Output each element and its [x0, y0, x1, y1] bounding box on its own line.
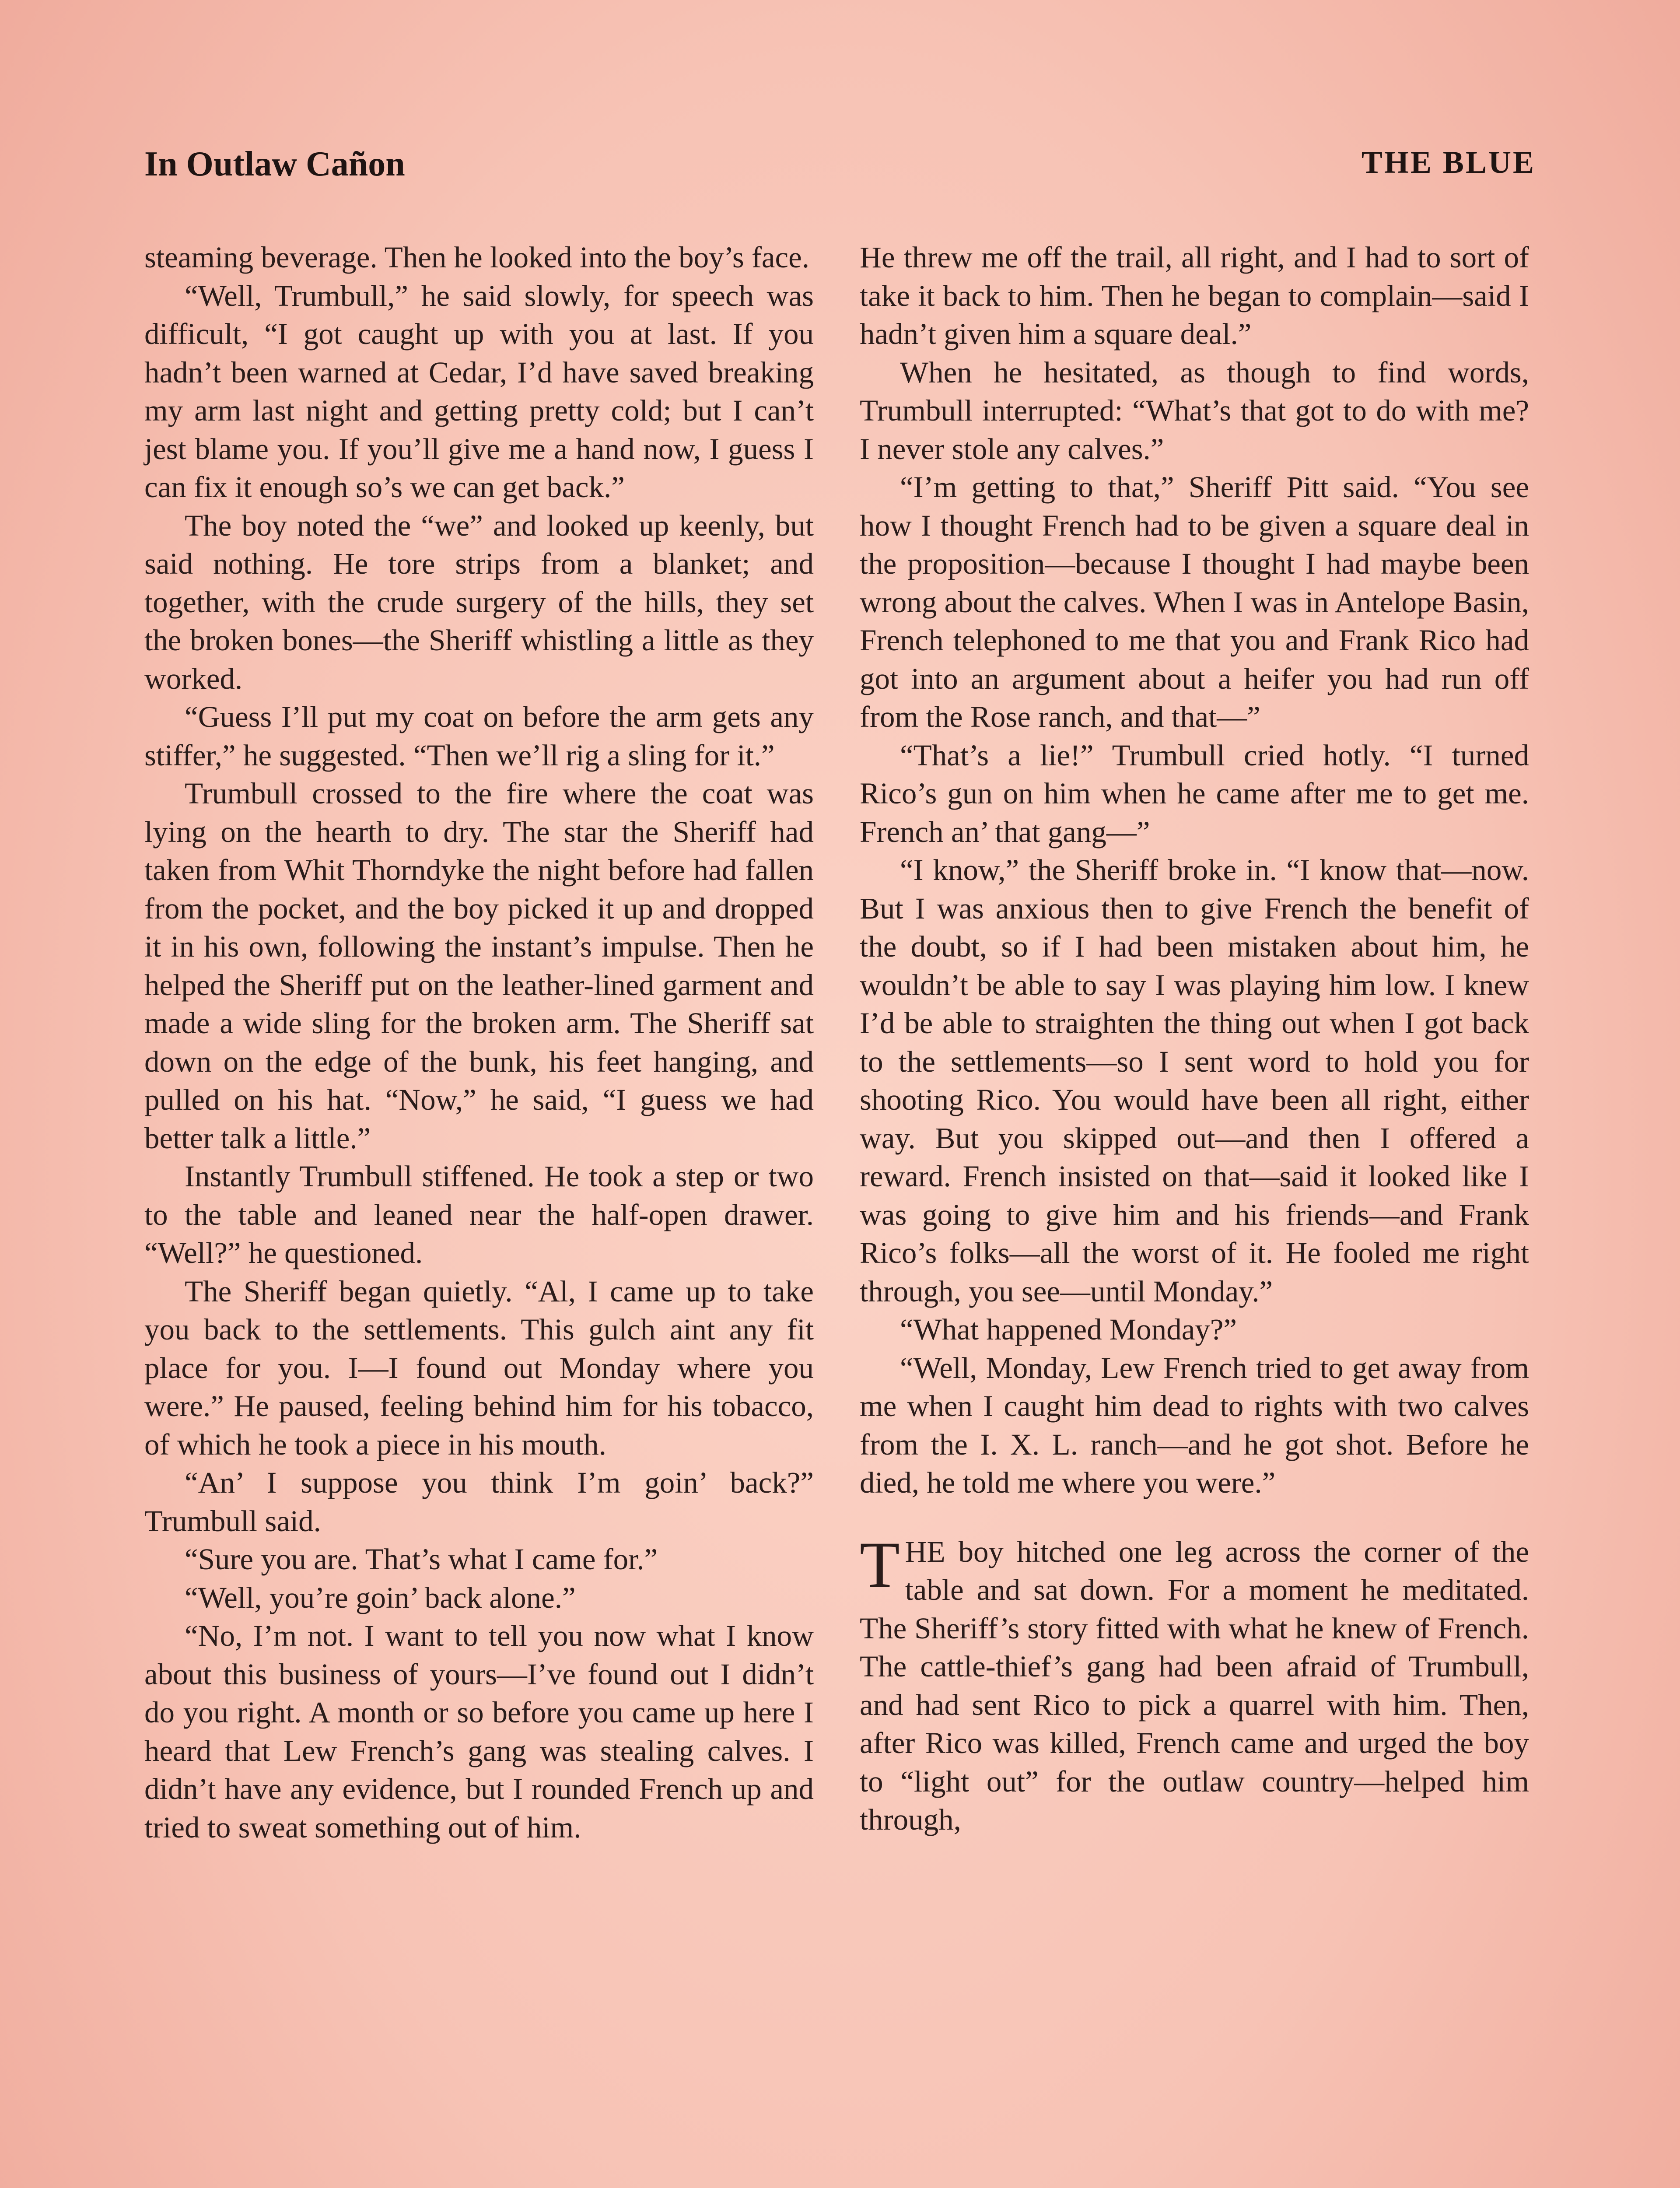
paragraph: “Sure you are. That’s what I came for.” [185, 1543, 658, 1576]
paragraph: Instantly Trumbull stiffened. He took a step or two to the table and leaned near the half-open drawer. “Well?” he questioned. [144, 1160, 814, 1269]
paragraph: The Sheriff began quietly. “Al, I came up to take you back to the settlements. This gulch aint any fit place for you. I—I found out Monday where you were.” He paused, feeling behind him for his tobacco, of which he took a piece in his mouth. [144, 1274, 814, 1461]
paragraph: “I know,” the Sheriff broke in. “I know that—now. But I was anxious then to give French the benefit of the doubt, so if I had been mistaken about him, he wouldn’t be able to say I was playing him low. I knew I’d be able to straighten the thing out when I got back to the settlements—so I sent word to hold you for shooting Rico. You would have been all right, either way. But you skipped out—and then I offered a reward. French insisted on that—said it looked like I was going to give him and his friends—and Frank Rico’s folks—all the worst of it. He fooled me right through, you see—until Monday.” [860, 853, 1529, 1308]
paragraph: “Well, Monday, Lew French tried to get away from me when I caught him dead to rights with two calves from the I. X. L. ranch—and he got shot. Before he died, he told me where you were.” [860, 1351, 1529, 1499]
left-column [144, 238, 814, 1847]
paragraph: “An’ I suppose you think I’m goin’ back?” Trumbull said. [144, 1466, 814, 1538]
section-break-paragraph [860, 1528, 1529, 1839]
paragraph: The boy noted the “we” and looked up keenly, but said nothing. He tore strips from a blanket; and together, with the crude surgery of the hills, they set the broken bones—the Sheriff whistling a little as they worked. [144, 508, 814, 695]
section-break-text: HE boy hitched one leg across the corner of the table and sat down. For a moment he meditated. The Sheriff’s story fitted with what he knew of French. The cattle-thief’s gang had been afraid of Trumbull, and had sent Rico to pick a quarrel with him. Then, after Rico was killed, French came and urged the boy to “light out” for the outlaw country—helped him through, [860, 1535, 1529, 1836]
paragraph: steaming beverage. Then he looked into the boy’s face. [144, 241, 810, 274]
running-title: In Outlaw Cañon [144, 145, 405, 183]
running-header [144, 144, 1536, 206]
paragraph: When he hesitated, as though to find words, Trumbull interrupted: “What’s that got to do with me? I never stole any calves.” [860, 355, 1529, 466]
paragraph: “That’s a lie!” Trumbull cried hotly. “I turned Rico’s gun on him when he came after me to get me. French an’ that gang—” [860, 738, 1529, 849]
paragraph: “No, I’m not. I want to tell you now what I know about this business of yours—I’ve found out I didn’t do you right. A month or so before you came up here I heard that Lew French’s gang was stealing calves. I didn’t have any evidence, but I rounded French up and tried to sweat something out of him. [144, 1619, 814, 1844]
right-column [860, 238, 1529, 1839]
paragraph: “Well, you’re goin’ back alone.” [185, 1581, 576, 1614]
paragraph: He threw me off the trail, all right, and I had to sort of take it back to him. Then he began to complain—said I hadn’t given him a square deal.” [860, 241, 1529, 351]
paragraph: “What happened Monday?” [900, 1313, 1237, 1346]
paragraph: “Well, Trumbull,” he said slowly, for speech was difficult, “I got caught up with you at last. If you hadn’t been warned at Cedar, I’d have saved breaking my arm last night and getting pretty cold; but I can’t jest blame you. If you’ll give me a hand now, I guess I can fix it enough so’s we can get back.” [144, 279, 814, 504]
magazine-name: THE BLUE [1361, 145, 1536, 180]
drop-cap: T [860, 1528, 900, 1601]
paragraph: Trumbull crossed to the fire where the coat was lying on the hearth to dry. The star the Sheriff had taken from Whit Thorndyke the night before had fallen from the pocket, and the boy picked it up and dropped it in his own, following the instant’s impulse. Then he helped the Sheriff put on the leather-lined garment and made a wide sling for the broken arm. The Sheriff sat down on the edge of the bunk, his feet hanging, and pulled on his hat. “Now,” he said, “I guess we had better talk a little.” [144, 777, 814, 1155]
paragraph: “Guess I’ll put my coat on before the arm gets any stiffer,” he suggested. “Then we’ll rig a sling for it.” [144, 700, 814, 772]
paragraph: “I’m getting to that,” Sheriff Pitt said. “You see how I thought French had to be given a square deal in the proposition—because I thought I had maybe been wrong about the calves. When I was in Antelope Basin, French telephoned to me that you and Frank Rico had got into an argument about a heifer you had run off from the Rose ranch, and that—” [860, 470, 1529, 733]
